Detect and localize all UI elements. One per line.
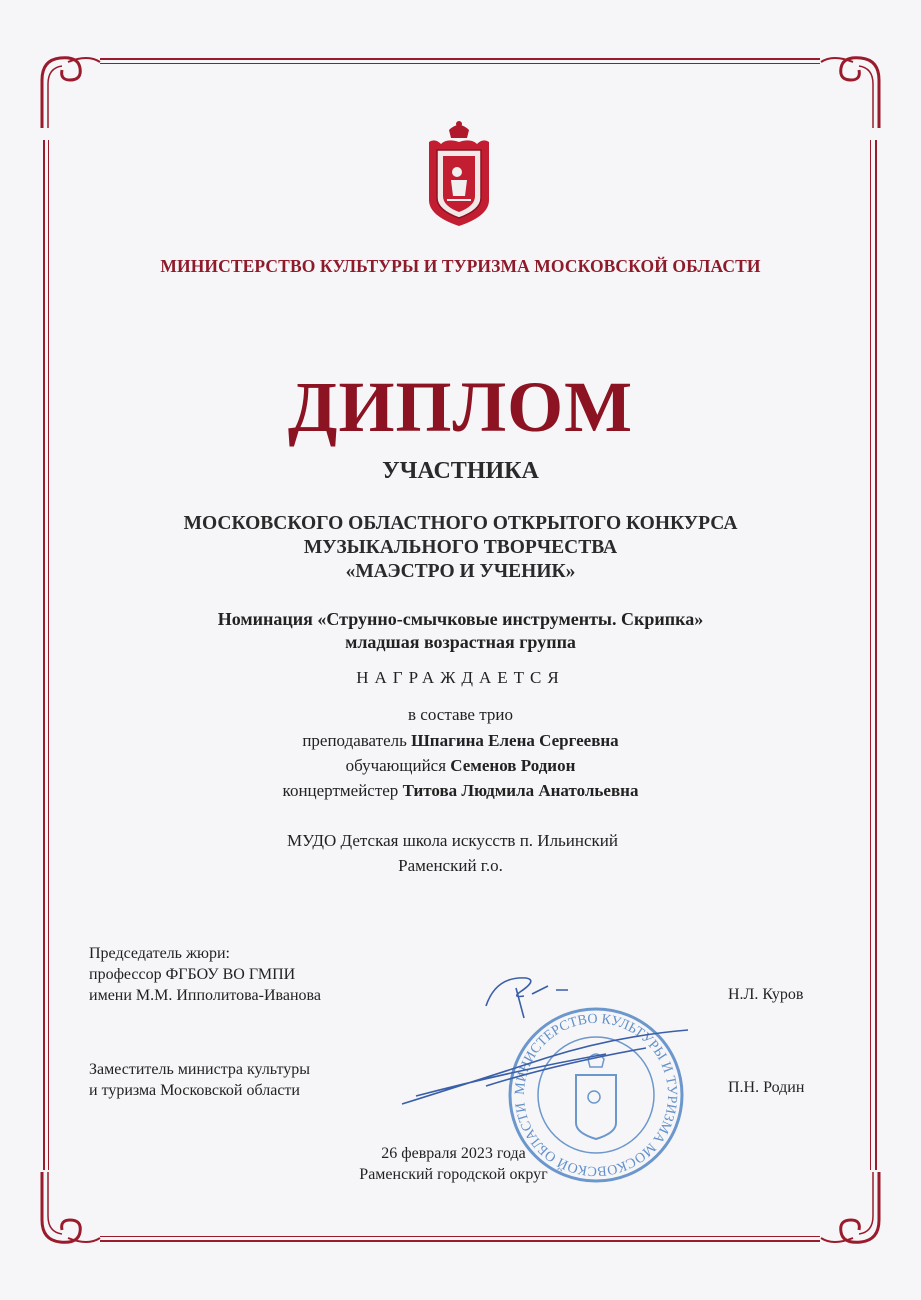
contest-line-1: МОСКОВСКОГО ОБЛАСТНОГО ОТКРЫТОГО КОНКУРСА xyxy=(183,513,738,534)
participant-name: Титова Людмила Анатольевна xyxy=(402,781,639,800)
participant-name: Шпагина Елена Сергеевна xyxy=(411,731,619,750)
jury-line: профессор ФГБОУ ВО ГМПИ xyxy=(89,966,296,983)
awarded-label: НАГРАЖДАЕТСЯ xyxy=(356,668,565,687)
district-name: Раменский г.о. xyxy=(398,856,503,875)
participant-role: концертмейстер xyxy=(282,781,399,800)
stamp-text: МИНИСТЕРСТВО КУЛЬТУРЫ И ТУРИЗМА МОСКОВСКОЙ ОБЛАСТИ xyxy=(512,1011,680,1179)
diploma-title: ДИПЛОМ xyxy=(287,367,634,447)
age-group: младшая возрастная группа xyxy=(345,632,576,652)
deputy-line: и туризма Московской области xyxy=(89,1082,300,1099)
participant-student xyxy=(0,753,921,779)
signature-deputy xyxy=(396,1024,696,1114)
nomination: Номинация «Струнно-смычковые инструменты. Скрипка» xyxy=(217,609,704,629)
contest-line-2: МУЗЫКАЛЬНОГО ТВОРЧЕСТВА xyxy=(303,537,618,558)
participant-role: преподаватель xyxy=(302,731,407,750)
ministry-heading: МИНИСТЕРСТВО КУЛЬТУРЫ И ТУРИЗМА МОСКОВСКОЙ ОБЛАСТИ xyxy=(160,256,761,276)
issue-date: 26 февраля 2023 года xyxy=(381,1145,526,1162)
jury-line: имени М.М. Ипполитова-Иванова xyxy=(89,987,321,1004)
jury-line: Председатель жюри: xyxy=(89,945,230,962)
deputy-block xyxy=(89,1059,310,1101)
issue-place: Раменский городской округ xyxy=(359,1166,548,1183)
participant-name: Семенов Родион xyxy=(450,756,576,775)
contest-line-3: «МАЭСТРО И УЧЕНИК» xyxy=(345,561,576,582)
deputy-line: Заместитель министра культуры xyxy=(89,1061,311,1078)
jury-signatory-name: Н.Л. Куров xyxy=(728,986,804,1003)
composition: в составе трио xyxy=(408,705,513,724)
ornament-corner-top-left xyxy=(38,50,118,130)
jury-block xyxy=(89,943,321,1006)
deputy-signatory-name: П.Н. Родин xyxy=(728,1079,805,1096)
ornament-corner-top-right xyxy=(803,50,883,130)
participant-teacher xyxy=(0,728,921,754)
school-name: МУДО Детская школа искусств п. Ильинский xyxy=(286,831,618,850)
diploma-subtitle: УЧАСТНИКА xyxy=(382,458,539,484)
participant-role: обучающийся xyxy=(345,756,447,775)
participant-accompanist xyxy=(0,778,921,804)
signature-jury xyxy=(476,966,586,1026)
coat-of-arms-icon xyxy=(421,120,497,230)
